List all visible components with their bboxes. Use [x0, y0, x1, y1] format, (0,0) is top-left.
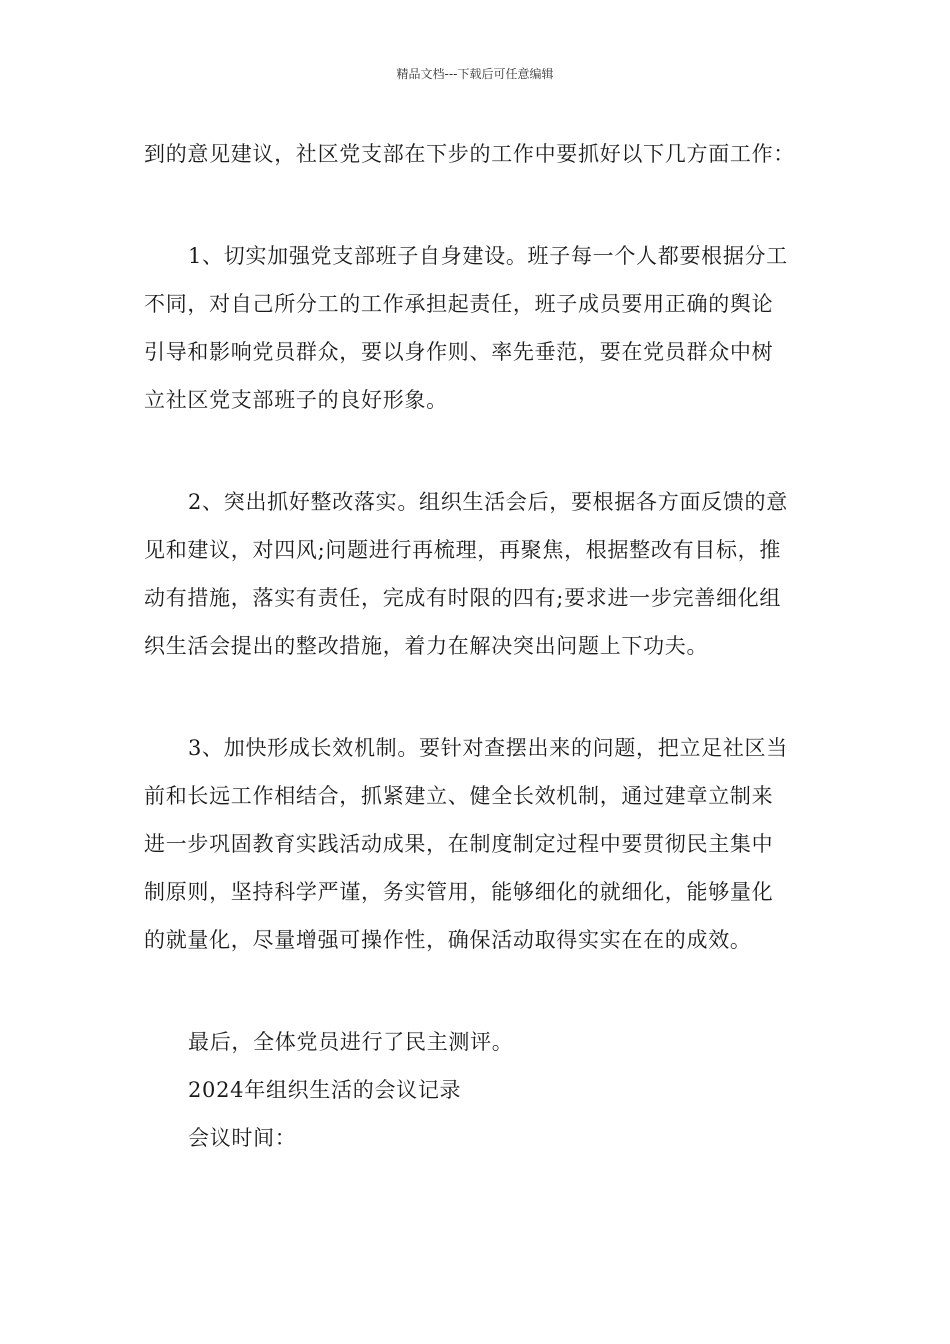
- paragraph-line: 制原则，坚持科学严谨，务实管用，能够细化的就细化，能够量化: [144, 880, 774, 904]
- item-1-paragraph: [144, 232, 808, 424]
- paragraph-line: 进一步巩固教育实践活动成果，在制度制定过程中要贯彻民主集中: [144, 832, 774, 856]
- paragraph-line: 2、突出抓好整改落实。组织生活会后，要根据各方面反馈的意: [188, 490, 788, 514]
- paragraph-line: 见和建议，对四风;问题进行再梳理，再聚焦，根据整改有目标，推: [144, 538, 782, 562]
- paragraph-line: 的就量化，尽量增强可操作性，确保活动取得实实在在的成效。: [144, 928, 752, 952]
- paragraph-line: 1、切实加强党支部班子自身建设。班子每一个人都要根据分工: [188, 244, 788, 268]
- closing-line: 最后，全体党员进行了民主测评。: [188, 1030, 514, 1054]
- intro-line: 到的意见建议，社区党支部在下步的工作中要抓好以下几方面工作：: [144, 142, 795, 166]
- paragraph-line: 动有措施，落实有责任，完成有时限的四有;要求进一步完善细化组: [144, 586, 782, 610]
- paragraph-line: 3、加快形成长效机制。要针对查摆出来的问题，把立足社区当: [188, 736, 788, 760]
- meeting-time-label: 会议时间：: [188, 1126, 297, 1150]
- paragraph-line: 前和长远工作相结合，抓紧建立、健全长效机制，通过建章立制来: [144, 784, 774, 808]
- paragraph-line: 织生活会提出的整改措施，着力在解决突出问题上下功夫。: [144, 634, 709, 658]
- item-3-paragraph: [144, 724, 808, 964]
- document-body: [144, 130, 808, 1162]
- paragraph-line: 引导和影响党员群众，要以身作则、率先垂范，要在党员群众中树: [144, 340, 774, 364]
- page-header: 精品文档---下载后可任意编辑: [396, 67, 554, 81]
- next-section-title: 2024年组织生活的会议记录: [188, 1078, 462, 1102]
- paragraph-line: 立社区党支部班子的良好形象。: [144, 388, 448, 412]
- item-2-paragraph: [144, 478, 808, 670]
- paragraph-line: 不同，对自己所分工的工作承担起责任，班子成员要用正确的舆论: [144, 292, 774, 316]
